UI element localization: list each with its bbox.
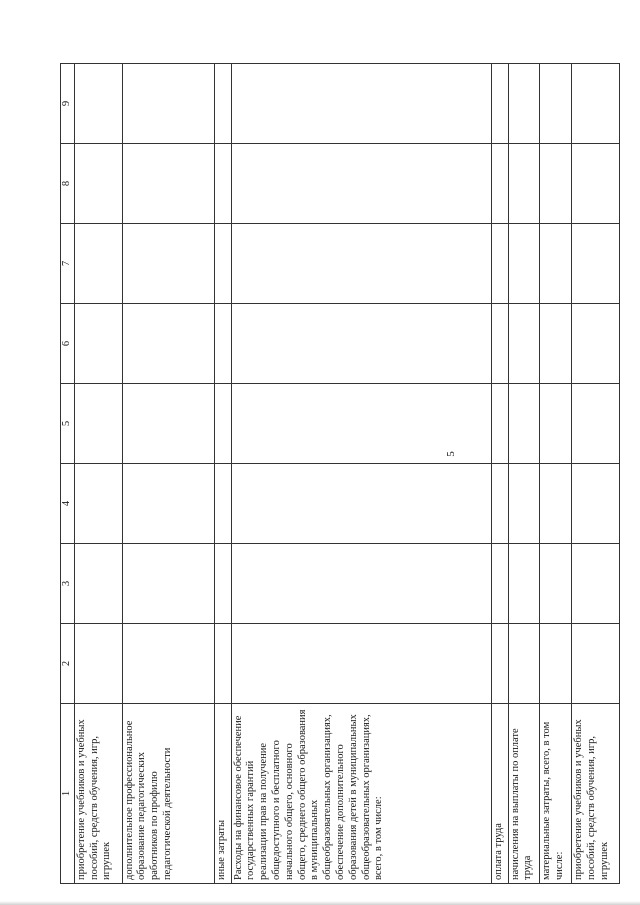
- row-label: Расходы на финансовое обеспечение государственных гарантий реализации прав на получение общедоступного и бесплатного начального общего, основного общего, среднего общего образования в муниципальных общеобразовательных организациях, обеспечение дополнительного образования детей в муниципальных общеобразовательных организациях, всего, в том числе:: [231, 704, 491, 884]
- header-cell: 1: [61, 704, 75, 884]
- budget-table: [60, 63, 620, 884]
- table-row: [491, 64, 508, 884]
- header-cell: 2: [61, 624, 75, 704]
- header-cell: 9: [61, 64, 75, 144]
- row-label: оплата труда: [491, 704, 508, 884]
- table-row: [214, 64, 231, 884]
- header-cell: 3: [61, 544, 75, 624]
- table-row: [508, 64, 540, 884]
- header-cell: 6: [61, 304, 75, 384]
- header-cell: 5: [61, 384, 75, 464]
- table-header-row: [61, 64, 75, 884]
- table-row: [540, 64, 572, 884]
- header-cell: 8: [61, 144, 75, 224]
- header-cell: 4: [61, 464, 75, 544]
- row-label: материальные затраты, всего, в том числе:: [540, 704, 572, 884]
- row-label: иные затраты: [214, 704, 231, 884]
- table-row: [74, 64, 122, 884]
- row-label: начисления на выплаты по оплате труда: [508, 704, 540, 884]
- rotated-table-container: [60, 64, 620, 884]
- row-label: приобретение учебников и учебных пособий, средств обучения, игр, игрушек: [74, 704, 122, 884]
- page-number: 5: [444, 451, 457, 457]
- table-row: [231, 64, 491, 884]
- row-label: дополнительное профессиональное образование педагогических работников по профилю педагогической деятельности: [122, 704, 214, 884]
- row-label: приобретение учебников и учебных пособий, средств обучения, игр, игрушек: [572, 704, 620, 884]
- header-cell: 7: [61, 224, 75, 304]
- table-row: [572, 64, 620, 884]
- table-row: [122, 64, 214, 884]
- scan-edge-shadow: [0, 901, 640, 905]
